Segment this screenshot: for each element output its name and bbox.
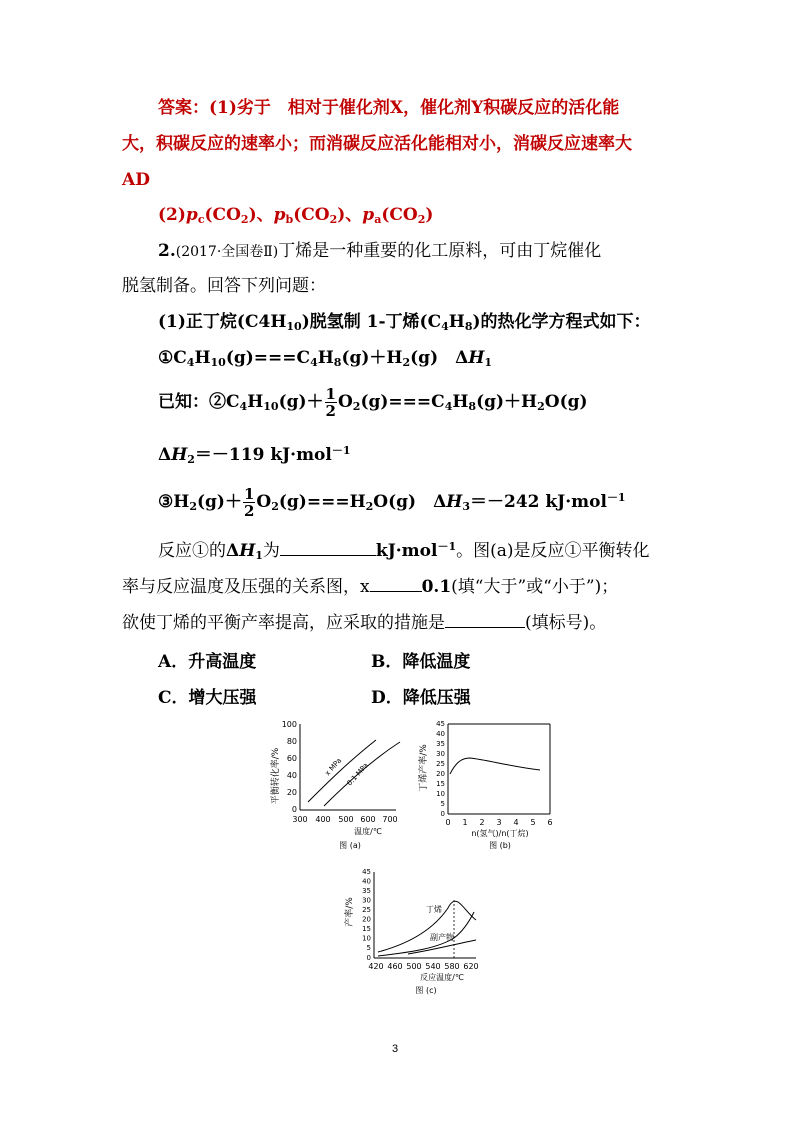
figure-b-xtick: 1 bbox=[462, 818, 468, 827]
curve-third bbox=[408, 940, 476, 954]
answer-line-1: 答案：(1)劣于 相对于催化剂X，催化剂Y积碳反应的活化能 bbox=[158, 98, 620, 118]
figure-b-ytick: 10 bbox=[436, 790, 445, 798]
curve-byproduct bbox=[378, 912, 474, 956]
figure-b-ytick: 0 bbox=[440, 810, 445, 818]
label-butene: 丁烯 bbox=[426, 905, 442, 914]
figure-b-xtick: 3 bbox=[496, 818, 502, 827]
figure-b-xtick: 2 bbox=[479, 818, 485, 827]
figure-c-ytick: 20 bbox=[362, 915, 371, 924]
figure-a-ytick: 80 bbox=[286, 737, 297, 746]
label-0.1-mpa: 0.1 MPa bbox=[345, 761, 370, 788]
answer-line-2: 大，积碳反应的速率小；而消碳反应活化能相对小，消碳反应速率大 bbox=[122, 134, 632, 154]
figure-b bbox=[408, 718, 568, 858]
figure-b-ylabel: 丁烯产率/% bbox=[419, 744, 429, 792]
figure-a-xtick: 600 bbox=[360, 815, 376, 824]
figure-c bbox=[338, 868, 488, 1002]
figure-c-ytick: 10 bbox=[362, 934, 371, 943]
option-a[interactable]: A．升高温度 bbox=[158, 652, 257, 672]
fill-line-3: 欲使丁烯的平衡产率提高，应采取的措施是 (填标号)。 bbox=[122, 613, 607, 633]
figure-b-ytick: 15 bbox=[436, 780, 445, 788]
page-number: 3 bbox=[392, 1043, 399, 1055]
figure-a-xtick: 400 bbox=[315, 815, 331, 824]
figure-b-xlabel: n(氢气)/n(丁烷) bbox=[471, 829, 529, 838]
figure-b-ytick: 35 bbox=[436, 740, 445, 748]
option-b[interactable]: B．降低温度 bbox=[371, 652, 471, 672]
fraction-half: $\frac{1}{2}$ bbox=[325, 385, 336, 420]
figure-c-ytick: 25 bbox=[362, 906, 371, 914]
curve-butene-yield bbox=[450, 758, 540, 774]
figure-b-ytick: 5 bbox=[440, 800, 445, 808]
figure-a-ytick: 100 bbox=[281, 720, 297, 729]
label-byproduct: 副产物 bbox=[430, 933, 454, 942]
figure-b-ytick: 45 bbox=[436, 720, 445, 728]
delta-h2: $\Delta H_2=-119$ kJ·mol$^{-1}$ bbox=[158, 444, 351, 466]
answer-line-4: $(2)p_c(CO_2)$、$p_b(CO_2)$、$p_a(CO_2)$ bbox=[158, 205, 434, 226]
answer-label: 答案 bbox=[158, 98, 192, 118]
label-x-mpa: x MPa bbox=[323, 756, 344, 778]
figure-c-ylabel: 产率/% bbox=[345, 897, 355, 927]
answer-line-3: AD bbox=[122, 170, 150, 190]
figure-b-ytick: 30 bbox=[436, 750, 445, 758]
figure-a-ytick: 60 bbox=[286, 754, 297, 763]
figure-b-ytick: 20 bbox=[436, 770, 445, 778]
figure-a-xtick: 700 bbox=[382, 815, 398, 824]
figure-a-xlabel: 温度/℃ bbox=[354, 827, 382, 836]
figure-a-ytick: 0 bbox=[291, 805, 297, 814]
equation-2: 已知：$②C_4H_{10}(g)+$ $\frac{1}{2}$ $O_2(g)===C_4H_8(g)+H_2O(g)$ bbox=[158, 385, 588, 420]
fraction-half-2: $\frac{1}{2}$ bbox=[243, 485, 255, 520]
figure-c-xtick: 420 bbox=[368, 962, 384, 971]
figure-c-ytick: 5 bbox=[366, 944, 371, 952]
figure-b-ytick: 40 bbox=[436, 730, 445, 738]
figure-c-xtick: 540 bbox=[425, 962, 441, 971]
figure-a-xtick: 500 bbox=[338, 815, 354, 824]
figure-a-caption: 图 (a) bbox=[339, 841, 361, 850]
blank-2[interactable] bbox=[370, 575, 422, 592]
blank-3[interactable] bbox=[445, 611, 525, 628]
figure-c-ytick: 0 bbox=[366, 954, 371, 962]
figure-c-ytick: 35 bbox=[362, 887, 371, 895]
figure-a-ylabel: 平衡转化率/% bbox=[271, 747, 281, 805]
figure-c-xtick: 620 bbox=[463, 962, 479, 971]
equation-1: $①C_4H_{10}(g)===C_4H_8(g)+H_2(g)$ $\Delta H_1$ bbox=[158, 348, 493, 369]
figure-b-xtick: 4 bbox=[513, 818, 519, 827]
blank-1[interactable] bbox=[280, 539, 376, 556]
figure-c-xtick: 580 bbox=[444, 962, 460, 971]
figure-c-ytick: 45 bbox=[362, 868, 371, 876]
figure-b-xtick: 6 bbox=[547, 818, 553, 827]
figure-c-xlabel: 反应温度/℃ bbox=[420, 973, 464, 982]
figure-b-xtick: 0 bbox=[445, 818, 451, 827]
figure-a-ytick: 40 bbox=[286, 771, 297, 780]
option-d[interactable]: D．降低压强 bbox=[371, 688, 471, 708]
figure-a-xtick: 300 bbox=[292, 815, 308, 824]
figure-c-ytick: 15 bbox=[362, 925, 371, 933]
figure-b-caption: 图 (b) bbox=[489, 841, 511, 850]
fill-line-2: 率与反应温度及压强的关系图，x 0.1(填“大于”或“小于”)； bbox=[122, 577, 619, 597]
question-number: 2. bbox=[158, 241, 176, 261]
figure-c-xtick: 500 bbox=[406, 962, 422, 971]
figure-c-caption: 图 (c) bbox=[415, 986, 437, 995]
question-source: (2017·全国卷Ⅱ) bbox=[175, 244, 279, 260]
figure-b-ytick: 25 bbox=[436, 760, 445, 768]
figure-a-ytick: 20 bbox=[286, 788, 297, 797]
figure-b-xtick: 5 bbox=[530, 818, 536, 827]
equation-3: $③H_2(g)+$ $\frac{1}{2}$ $O_2(g)===H_2O(g)$ $\Delta H_3=-242$ kJ·mol$^{-1}$ bbox=[158, 485, 626, 520]
question-line-1: 2.(2017·全国卷Ⅱ)丁烯是一种重要的化工原料，可由丁烷催化 bbox=[158, 241, 602, 261]
question-line-2: 脱氢制备。回答下列问题： bbox=[122, 276, 326, 296]
answer-text-1: (1)劣于 相对于催化剂X，催化剂Y积碳反应的活化能 bbox=[209, 98, 620, 118]
figure-a bbox=[268, 718, 418, 858]
figure-c-xtick: 460 bbox=[387, 962, 403, 971]
figure-c-ytick: 40 bbox=[362, 877, 371, 886]
option-c[interactable]: C．增大压强 bbox=[158, 688, 257, 708]
question-part-1: (1)正丁烷$(C4H_{10})$脱氢制 1-丁烯$(C_4H_8)$的热化学方程式如下： bbox=[158, 312, 651, 333]
figure-c-ytick: 30 bbox=[362, 896, 371, 905]
fill-line-1: 反应①的$\Delta H_1$为 kJ·mol$^{-1}$。图(a)是反应①平衡转化 bbox=[158, 540, 650, 562]
